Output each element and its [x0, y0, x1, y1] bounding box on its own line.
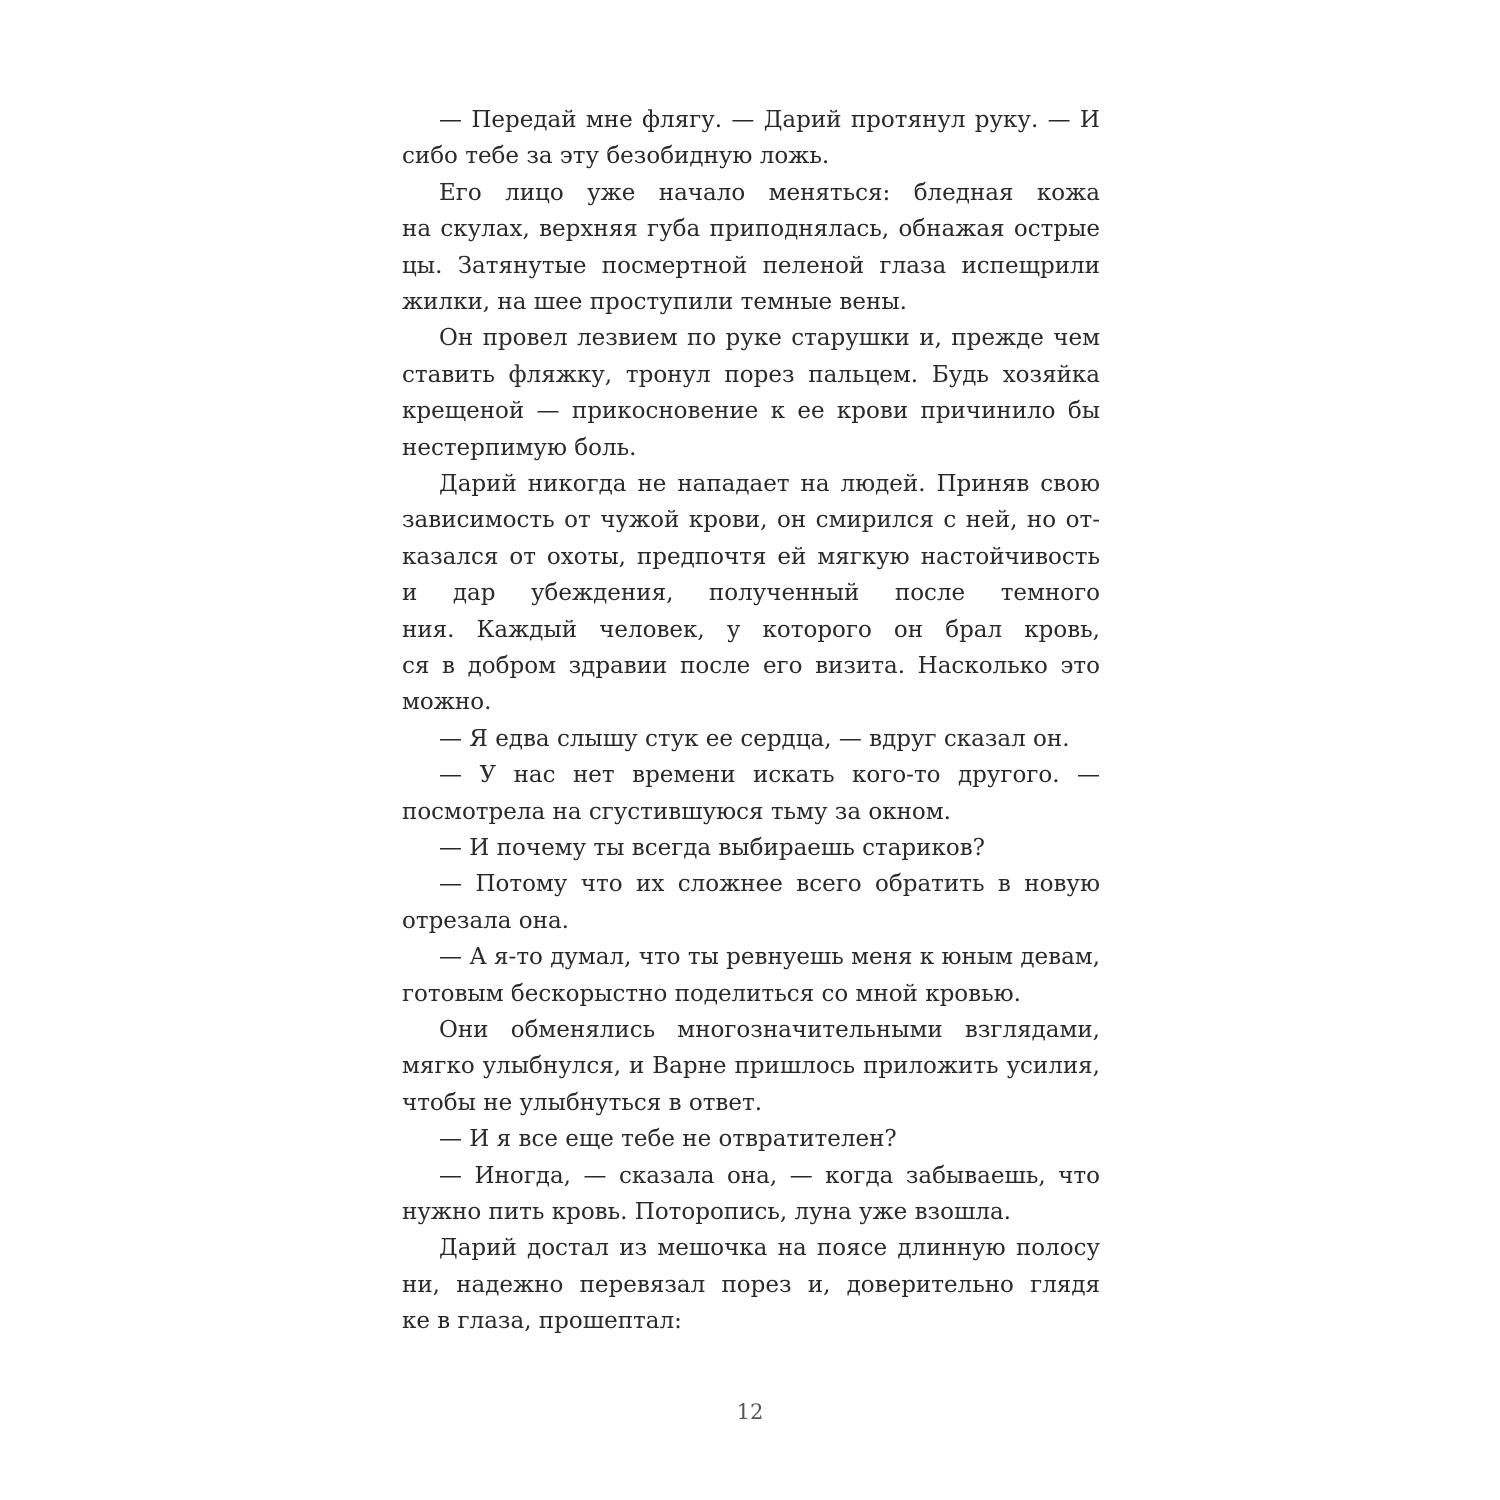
text-line: посмотрела на сгустившуюся тьму за окном. — [402, 798, 951, 825]
text-line: ставить фляжку, тронул порез пальцем. Будь хозяйка — [402, 361, 1100, 388]
text-line: — Передай мне флягу. — Дарий протянул руку. — И — [439, 107, 1100, 133]
text-line: отрезала она. — [402, 907, 569, 934]
text-line: и дар убеждения, полученный после темного — [402, 580, 1100, 607]
page-number: 12 — [736, 1400, 764, 1424]
text-line: Дарий достал из мешочка на поясе длинную полосу — [439, 1235, 1100, 1262]
text-line: — А я-то думал, что ты ревнуешь меня к юным девам, — [439, 944, 1100, 971]
text-line: ни, надежно перевязал порез и, доверительно глядя — [402, 1271, 1100, 1298]
text-line: готовым бескорыстно поделиться со мной кровью. — [402, 980, 1021, 1007]
text-line: Его лицо уже начало меняться: бледная кожа — [439, 179, 1100, 206]
text-line: — У нас нет времени искать кого-то другого. — — [439, 762, 1100, 789]
text-line: можно. — [402, 689, 492, 716]
text-line: ся в добром здравии после его визита. Насколько это — [402, 653, 1100, 679]
text-line: сибо тебе за эту безобидную ложь. — [402, 143, 830, 170]
text-line: крещеной — прикосновение к ее крови причинило бы — [402, 398, 1100, 425]
text-line: нужно пить кровь. Поторопись, луна уже взошла. — [402, 1199, 1011, 1225]
text-line: мягко улыбнулся, и Варне пришлось приложить усилия, — [402, 1053, 1100, 1080]
text-line: цы. Затянутые посмертной пеленой глаза испещрили — [402, 252, 1100, 279]
text-line: — И почему ты всегда выбираешь стариков? — [439, 835, 985, 861]
text-line: Дарий никогда не нападает на людей. Приняв свою — [439, 471, 1100, 497]
text-line: — И я все еще тебе не отвратителен? — [439, 1126, 897, 1153]
text-line: — Потому что их сложнее всего обратить в новую — [439, 871, 1100, 898]
text-line: ния. Каждый человек, у которого он брал кровь, — [402, 616, 1100, 643]
text-line: — Я едва слышу стук ее сердца, — вдруг сказал он. — [439, 725, 1070, 752]
text-line: ке в глаза, прошептал: — [402, 1308, 682, 1335]
text-line: на скулах, верхняя губа приподнялась, обнажая острые — [402, 216, 1100, 243]
text-line: Они обменялись многозначительными взглядами, — [439, 1017, 1100, 1043]
text-line: чтобы не улыбнуться в ответ. — [402, 1089, 763, 1116]
text-line: жилки, на шее проступили темные вены. — [402, 289, 907, 315]
text-line: Он провел лезвием по руке старушки и, прежде чем — [439, 325, 1100, 352]
text-line: зависимость от чужой крови, он смирился с ней, но от- — [402, 507, 1100, 534]
text-line: — Иногда, — сказала она, — когда забываешь, что — [439, 1162, 1100, 1189]
text-line: казался от охоты, предпочтя ей мягкую настойчивость — [402, 543, 1100, 570]
text-line: нестерпимую боль. — [402, 434, 637, 461]
